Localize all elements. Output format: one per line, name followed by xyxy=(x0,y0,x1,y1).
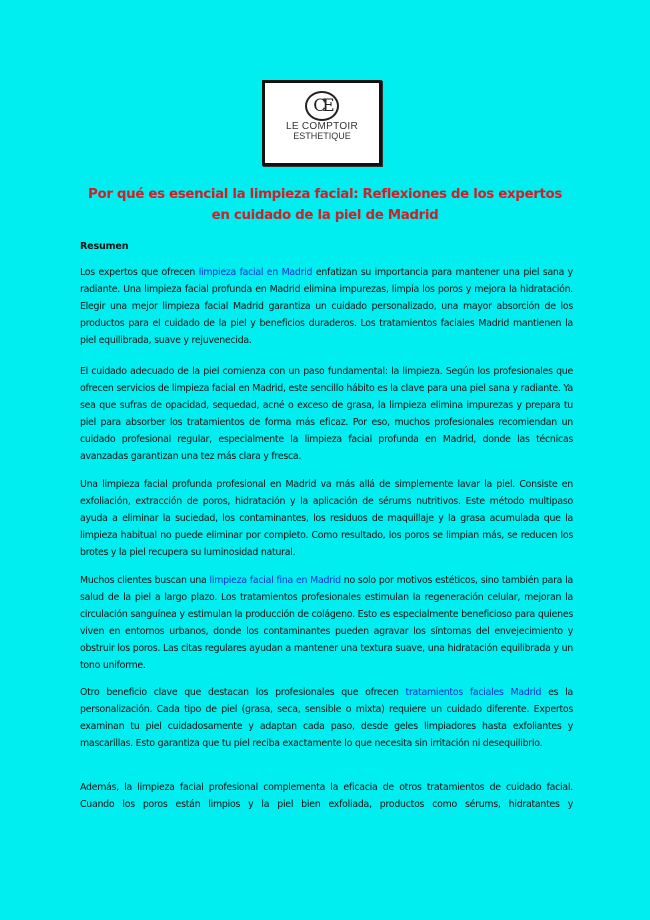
paragraph-5 xyxy=(80,684,573,752)
paragraph-text: Los expertos que ofrecen xyxy=(80,267,199,278)
link-limpieza-facial-fina-en-madrid[interactable]: limpieza facial fina en Madrid xyxy=(209,575,341,586)
section-heading: Resumen xyxy=(80,241,129,252)
paragraph-6: Además, la limpieza facial profesional complementa la eficacia de otros tratamientos de cuidado facial. Cuando los poros están limpios y la piel bien exfoliada, productos como sérums, hidratantes y xyxy=(80,782,573,810)
paragraph-3: Una limpieza facial profunda profesional en Madrid va más allá de simplemente lavar la piel. Consiste en exfoliación, extracción de poros, hidratación y la aplicación de sérums nutritivos. Este método multipaso ayuda a eliminar la suciedad, los contaminantes, los residuos de maquillaje y la grasa acumulada que la limpieza habitual no puede eliminar por completo. Como resultado, los poros se limpian más, se reducen los brotes y la piel recupera su luminosidad natural. xyxy=(80,479,573,558)
logo-text-line2: ESTHETIQUE xyxy=(293,131,351,141)
company-logo xyxy=(262,80,382,166)
paragraph-1 xyxy=(80,264,573,349)
document-title: Por qué es esencial la limpieza facial: Reflexiones de los expertos en cuidado de la piel de Madrid xyxy=(88,187,562,223)
logo-text-line1: LE COMPTOIR xyxy=(285,121,359,132)
paragraph-4 xyxy=(80,572,573,674)
paragraph-text: no solo por motivos estéticos, sino también para la salud de la piel a largo plazo. Los tratamientos profesionales estimulan la regeneración celular, mejoran la circulación sanguínea y estimulan la producción de colágeno. Esto es especialmente beneficioso para quienes viven en entornos urbanos, donde los contaminantes pueden agravar los síntomas del envejecimiento y obstruir los poros. Las citas regulares ayudan a mantener una textura suave, una hidratación equilibrada y un tono uniforme. xyxy=(80,575,573,671)
paragraph-text: enfatizan su importancia para mantener una piel sana y radiante. Una limpieza facial profunda en Madrid elimina impurezas, limpia los poros y mejora la hidratación. Elegir una mejor limpieza facial Madrid garantiza un cuidado personalizado, una mayor absorción de los productos para el cuidado de la piel y beneficios duraderos. Los tratamientos faciales Madrid mantienen la piel equilibrada, suave y rejuvenecida. xyxy=(80,267,573,346)
paragraph-text: Muchos clientes buscan una xyxy=(80,575,210,586)
logo-emblem-icon: CE xyxy=(305,91,339,121)
paragraph-2: El cuidado adecuado de la piel comienza con un paso fundamental: la limpieza. Según los profesionales que ofrecen servicios de limpieza facial en Madrid, este sencillo hábito es la clave para una piel sana y radiante. Ya sea que sufras de opacidad, sequedad, acné o exceso de grasa, la limpieza elimina impurezas y prepara tu piel para absorber los tratamientos de forma más eficaz. Por eso, muchos profesionales recomiendan un cuidado profesional regular, especialmente la limpieza facial profunda en Madrid, donde las técnicas avanzadas garantizan una tez más clara y fresca. xyxy=(80,366,573,462)
link-limpieza-facial-en-madrid[interactable]: limpieza facial en Madrid xyxy=(198,267,313,278)
paragraph-text: Otro beneficio clave que destacan los profesionales que ofrecen xyxy=(80,687,406,698)
paragraph-text: es la personalización. Cada tipo de piel (grasa, seca, sensible o mixta) requiere un cuidado diferente. Expertos examinan tu piel cuidadosamente y adaptan cada paso, desde geles limpiadores hasta exfoliantes y mascarillas. Esto garantiza que tu piel reciba exactamente lo que necesita sin irritación ni desequilibrio. xyxy=(80,687,573,749)
link-tratamientos-faciales-madrid[interactable]: tratamientos faciales Madrid xyxy=(405,687,542,698)
